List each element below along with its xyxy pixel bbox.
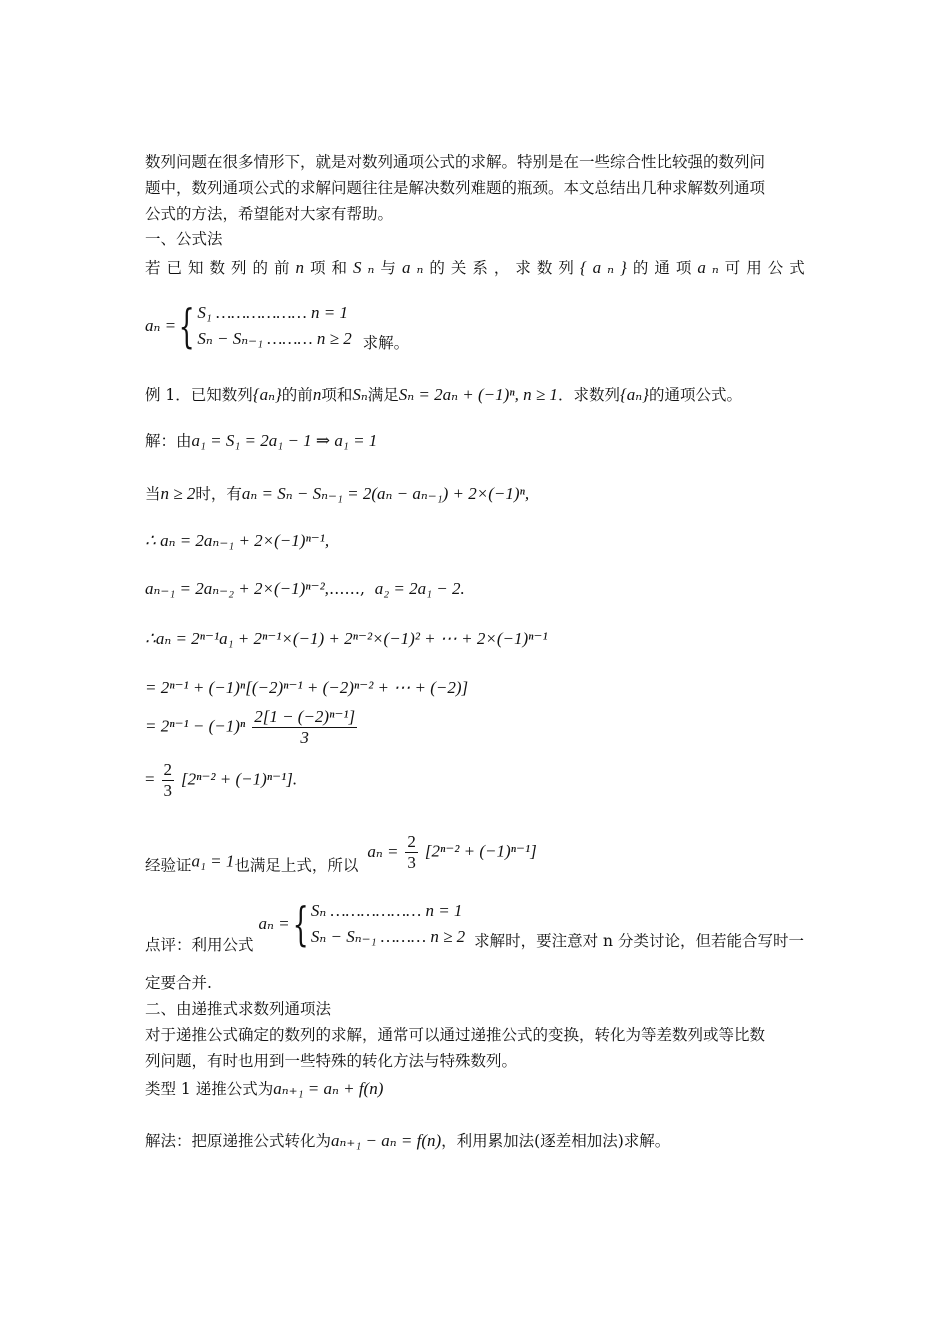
symbol-an: aₙ	[401, 258, 430, 277]
brace-glyph: {	[292, 897, 309, 951]
fraction: $\frac{\text{2[1 − (−2)ⁿ⁻¹]}}{3}$	[254, 707, 356, 747]
section1-sentence: 若已知数列的前n项和Sₙ与aₙ的关系，求数列{aₙ}的通项aₙ可用公式	[145, 258, 811, 277]
step-2: aₙ₋₁ = 2aₙ₋₂ + 2×(−1)ⁿ⁻²,……, a₂ = 2a₁ − 2.	[145, 579, 465, 598]
solution-start: 解：由a₁ = S₁ = 2a₁ − 1 ⇒ a₁ = 1	[145, 431, 378, 450]
symbol-an: aₙ	[697, 258, 725, 277]
fraction: $\frac{2}{3}$	[407, 832, 416, 872]
section1-heading: 一、公式法	[145, 230, 223, 248]
intro-line-3: 公式的方法，希望能对大家有帮助。	[145, 205, 394, 223]
solve-suffix: 求解。	[362, 334, 410, 352]
intro-line-2: 题中，数列通项公式的求解问题往往是解决数列难题的瓶颈。本文总结出几种求解数列通项	[145, 179, 766, 197]
formula-lhs: aₙ =	[145, 316, 177, 335]
example1-statement: 例 1．已知数列{aₙ}的前n项和Sₙ满足Sₙ = 2aₙ + (−1)ⁿ, n ≥ 1．求数列{aₙ}的通项公式。	[145, 385, 742, 404]
comment-line-2: 定要合并.	[145, 974, 212, 992]
section2-heading: 二、由递推式求数列通项法	[145, 1000, 332, 1018]
case-2: Sₙ − Sₙ₋₁ ……… n ≥ 2	[197, 329, 352, 348]
symbol-set-an: {aₙ}	[579, 258, 633, 277]
formula-cases	[145, 300, 409, 354]
symbol-n: n	[295, 258, 311, 277]
section2-para-2: 列问题，有时也用到一些特殊的转化方法与特殊数列。	[145, 1052, 518, 1070]
symbol-sn: Sₙ	[353, 258, 381, 277]
fraction: $\frac{2}{3}$	[163, 760, 173, 800]
step-4: = 2ⁿ⁻¹ + (−1)ⁿ[(−2)ⁿ⁻¹ + (−2)ⁿ⁻² + ⋯ + (−2)]	[145, 678, 469, 697]
verify-line: 经验证a₁ = 1也满足上式，所以 aₙ = $\frac{2}{3}$ [2ⁿ⁻² + (−1)ⁿ⁻¹]	[145, 832, 537, 875]
condition-eq: Sₙ = 2aₙ + (−1)ⁿ, n ≥ 1	[398, 385, 558, 404]
step-3: ∴aₙ = 2ⁿ⁻¹a₁ + 2ⁿ⁻¹×(−1) + 2ⁿ⁻²×(−1)² + ⋯ + 2×(−1)ⁿ⁻¹	[145, 629, 548, 648]
type1-line: 类型 1 递推公式为aₙ₊₁ = aₙ + f(n)	[145, 1079, 384, 1098]
step-1: ∴ aₙ = 2aₙ₋₁ + 2×(−1)ⁿ⁻¹,	[145, 531, 330, 550]
case-1: S₁ ……………… n = 1	[197, 303, 348, 322]
intro-line-1: 数列问题在很多情形下，就是对数列通项公式的求解。特别是在一些综合性比较强的数列问	[145, 153, 766, 171]
brace-glyph: {	[178, 299, 195, 353]
method-line: 解法：把原递推公式转化为aₙ₊₁ − aₙ = f(n)，利用累加法(逐差相加法)求解。	[145, 1131, 671, 1150]
section2-para-1: 对于递推公式确定的数列的求解，通常可以通过递推公式的变换，转化为等差数列或等比数	[145, 1026, 766, 1044]
step-5: = 2ⁿ⁻¹ − (−1)ⁿ $\frac{\text{2[1 − (−2)ⁿ⁻¹]}}{3}$	[145, 707, 356, 747]
step-6: = $\frac{2}{3}$ [2ⁿ⁻² + (−1)ⁿ⁻¹].	[145, 760, 298, 800]
comment-line: 点评：利用公式 aₙ = { Sₙ ……………… n = 1 Sₙ − Sₙ₋₁ ……… n ≥ 2 求解时，要注意对 n 分类讨论，但若能合写时一	[145, 897, 804, 954]
case-n-ge-2: 当n ≥ 2时，有aₙ = Sₙ − Sₙ₋₁ = 2(aₙ − aₙ₋₁) + 2×(−1)ⁿ,	[145, 484, 530, 503]
